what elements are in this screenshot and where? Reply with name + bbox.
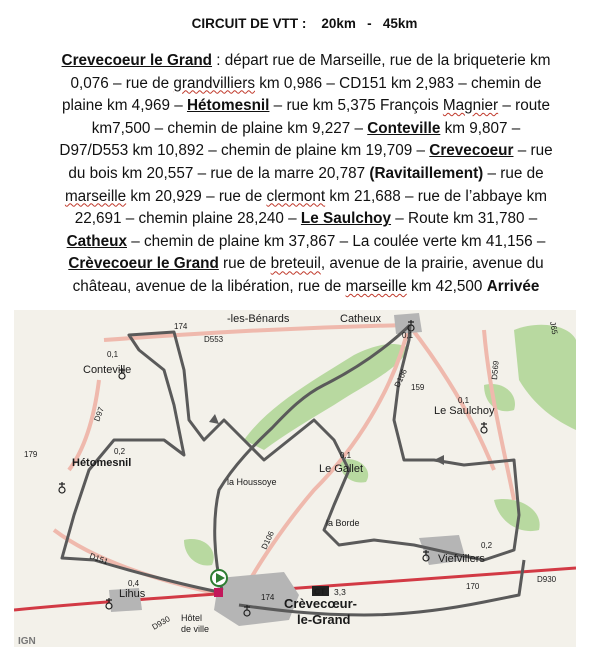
ct-value: 3,3	[334, 587, 346, 597]
arrow-icon	[434, 455, 444, 465]
ign-logo: IGN	[18, 636, 36, 647]
route-line-9	[14, 231, 598, 254]
road-label-d106-north: D106	[392, 367, 409, 389]
street-grandvilliers: grandvilliers	[173, 74, 255, 92]
church-icon	[481, 422, 487, 433]
route-text: km 42,500	[406, 277, 487, 295]
place-catheux: Catheux	[340, 313, 381, 325]
place-crevecoeur-line2: le-Grand	[297, 612, 351, 627]
place-hotel-line1: Hôtel	[181, 613, 203, 623]
church-icon	[59, 482, 65, 493]
town-le-saulchoy: Le Saulchoy	[300, 210, 392, 228]
road-label-d930-east: D930	[537, 575, 557, 584]
value-hetomesnil: 0,2	[114, 447, 126, 456]
route-line-11	[14, 276, 598, 299]
map-canvas	[14, 310, 576, 647]
refreshment-stop: (Ravitaillement)	[369, 164, 484, 182]
route-line-10	[14, 253, 598, 276]
route-text: 0,076 – rue de	[70, 74, 174, 92]
elevation-159: 159	[411, 383, 425, 392]
town-crevecoeur: Crevecoeur	[429, 142, 514, 160]
arrow-icon	[209, 414, 219, 424]
street-marseille: marseille	[64, 187, 127, 205]
forest-patch	[184, 539, 214, 566]
town-crevecoeur-le-grand-finish: Crèvecoeur le Grand	[68, 255, 219, 273]
place-le-gallet: Le Gallet	[319, 463, 364, 475]
road-label-d106-south: D106	[259, 529, 276, 551]
road-label-d151: D151	[88, 551, 110, 567]
value-viefvillers: 0,2	[481, 541, 493, 550]
elevation-170: 170	[466, 582, 480, 591]
value-lihus: 0,4	[128, 579, 140, 588]
route-text: – Route km 31,780 –	[391, 210, 538, 228]
road-label-d97: D97	[92, 405, 106, 423]
route-line-3	[14, 95, 598, 118]
street-marseille-final: marseille	[345, 277, 407, 295]
route-text: km 21,688 – rue de l’abbaye km	[325, 187, 548, 205]
elevation-174-north: 174	[174, 322, 188, 331]
road-label-d569: D569	[490, 360, 501, 381]
forest-patch	[514, 325, 576, 430]
route-map	[14, 310, 576, 647]
route-description	[14, 50, 598, 299]
elevation-179: 179	[24, 450, 38, 459]
place-la-houssoye: la Houssoye	[227, 477, 277, 487]
route-line-5	[14, 140, 598, 163]
route-line-2	[14, 73, 598, 96]
page-title: CIRCUIT DE VTT : 20km - 45km	[191, 16, 418, 31]
route-line-8	[14, 208, 598, 231]
elevation-174-south: 174	[261, 593, 275, 602]
road-east	[409, 325, 494, 470]
place-hotel-line2: de ville	[181, 624, 210, 634]
church-icon	[106, 598, 112, 609]
place-la-borde: la Borde	[326, 518, 360, 528]
town-conteville: Conteville	[367, 119, 441, 137]
route-text: – route	[498, 97, 551, 115]
route-line-7	[14, 186, 598, 209]
route-text: km 9,807 –	[440, 119, 521, 137]
finish-label: Arrivée	[486, 277, 540, 295]
route-text: 22,691 – chemin plaine 28,240 –	[74, 210, 301, 228]
church-icon	[423, 550, 429, 561]
route-text: du bois km 20,557 – rue de la marre 20,787	[68, 164, 370, 182]
place-conteville: Conteville	[83, 364, 132, 376]
route-line-1	[14, 50, 598, 73]
value-saulchoy: 0,1	[458, 396, 470, 405]
street-clermont: clermont	[266, 187, 326, 205]
value-catheux: 0,1	[402, 331, 414, 340]
place-lihus: Lihus	[119, 588, 146, 600]
town-hetomesnil: Hétomesnil	[186, 97, 270, 115]
route-text: , avenue de la prairie, avenue du	[320, 255, 544, 273]
place-hetomesnil: Hétomesnil	[72, 457, 132, 469]
ct-label: CT	[314, 586, 326, 597]
route-text: – rue km 5,375 François	[269, 97, 443, 115]
route-text: km7,500 – chemin de plaine km 9,227 –	[91, 119, 368, 137]
road-label-d930-west: D930	[150, 614, 172, 632]
route-text: – chemin de plaine km 37,867 – La coulée verte km 41,156 –	[126, 232, 546, 250]
town-catheux: Catheux	[66, 232, 127, 250]
value-conteville: 0,1	[107, 350, 119, 359]
route-text: – rue de	[483, 164, 544, 182]
road-label-j65: J65	[548, 320, 560, 336]
street-magnier: Magnier	[442, 97, 499, 115]
route-text: km 20,929 – rue de	[126, 187, 267, 205]
route-text: plaine km 4,969 –	[61, 97, 187, 115]
place-viefvillers: Viefvillers	[438, 553, 485, 565]
place-crevecoeur-line1: Crèvecœur-	[284, 596, 357, 611]
route-line-4	[14, 118, 598, 141]
road-label-d553: D553	[204, 335, 224, 344]
value-gallet: 0,1	[340, 451, 352, 460]
route-text: château, avenue de la libération, rue de	[72, 277, 346, 295]
street-breteuil: breteuil	[270, 255, 321, 273]
place-le-saulchoy: Le Saulchoy	[434, 405, 495, 417]
route-text: – rue	[513, 142, 553, 160]
town-crevecoeur-le-grand: Crevecoeur le Grand	[61, 52, 213, 69]
route-line-6	[14, 163, 598, 186]
route-text: km 0,986 – CD151 km 2,983 – chemin de	[254, 74, 542, 92]
place-les-benards: -les-Bénards	[227, 313, 290, 325]
route-text: rue de	[218, 255, 271, 273]
route-text: D97/D553 km 10,892 – chemin de plaine km 19,709 –	[59, 142, 430, 160]
route-text: : départ rue de Marseille, rue de la briqueterie km	[212, 52, 551, 69]
